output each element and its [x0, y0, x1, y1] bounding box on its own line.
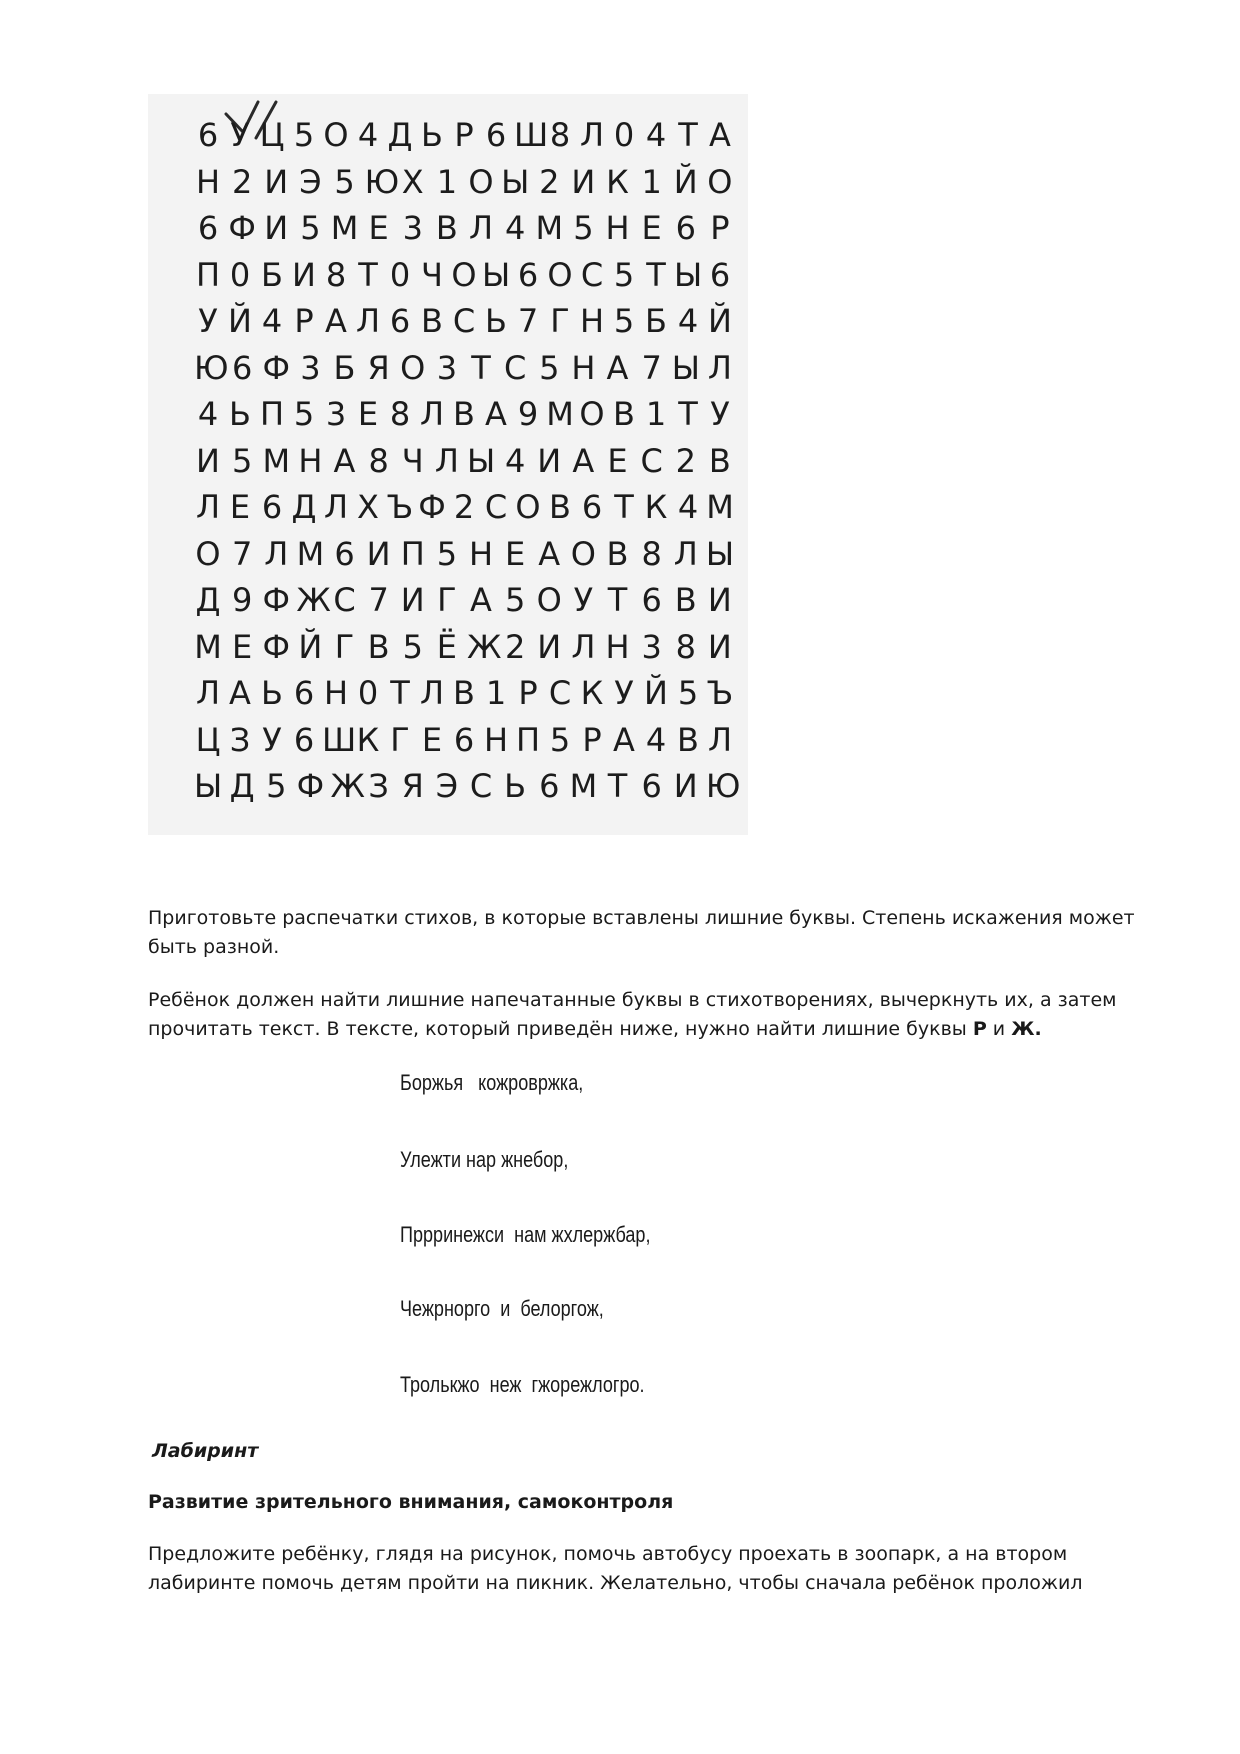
grid-cell: Н — [605, 209, 630, 247]
grid-cell: 5 — [539, 348, 560, 387]
grid-cell: Н — [605, 627, 630, 666]
grid-cell: Ф — [262, 581, 291, 619]
grid-cell: 4 — [357, 116, 379, 154]
grid-cell: 5 — [231, 441, 253, 480]
grid-cell: С — [333, 581, 356, 619]
grid-cell: 3 — [300, 348, 321, 387]
grid-cell: Т — [358, 255, 378, 294]
grid-cell: Ж — [467, 627, 502, 666]
grid-cell: Й — [644, 674, 668, 712]
grid-cell: 6 — [197, 116, 219, 154]
grid-cell: Г — [437, 581, 457, 619]
grid-row — [194, 112, 734, 158]
grid-cell: Н — [195, 162, 221, 201]
grid-cell: Ы — [482, 255, 511, 294]
labyrinth-paragraph — [148, 1540, 1148, 1598]
grid-cell: 2 — [539, 162, 560, 201]
grid-cell: Ь — [421, 116, 443, 154]
grid-cell: В — [435, 209, 458, 247]
grid-cell: 5 — [677, 674, 699, 712]
grid-cell: 6 — [675, 209, 696, 247]
grid-row — [194, 670, 734, 716]
grid-row — [194, 763, 741, 809]
grid-cell: А — [613, 720, 635, 759]
grid-cell: А — [606, 348, 629, 387]
grid-cell: Т — [614, 488, 634, 526]
grid-cell: Г — [334, 627, 355, 666]
grid-cell: 6 — [197, 209, 219, 247]
grid-cell: 1 — [645, 395, 667, 433]
grid-cell: Е — [505, 534, 526, 573]
grid-cell: Ж — [296, 581, 331, 619]
grid-cell: 6 — [293, 674, 315, 712]
grid-cell: Ё — [436, 627, 457, 666]
grid-cell: Р — [294, 302, 314, 340]
grid-cell: В — [549, 488, 571, 526]
grid-cell: 0 — [229, 255, 251, 294]
grid-cell: Т — [471, 348, 491, 387]
grid-cell: У — [230, 116, 250, 154]
grid-cell: О — [323, 116, 349, 154]
grid-row — [194, 484, 734, 530]
grid-cell: Н — [468, 534, 494, 573]
grid-row — [194, 159, 734, 205]
grid-row — [194, 252, 734, 298]
grid-cell: Т — [390, 674, 410, 712]
grid-cell: Л — [434, 441, 459, 480]
grid-cell: Л — [579, 116, 605, 154]
grid-cell: А — [333, 441, 356, 480]
grid-cell: Е — [641, 209, 662, 247]
grid-cell: 3 — [436, 348, 458, 387]
grid-cell: 6 — [709, 255, 731, 294]
grid-cell: Ь — [229, 395, 251, 433]
grid-cell: Й — [228, 302, 252, 340]
grid-cell: 4 — [504, 441, 526, 480]
grid-cell: 5 — [402, 627, 423, 666]
grid-cell: Т — [607, 767, 628, 805]
grid-cell: Л — [323, 488, 349, 526]
grid-cell: О — [707, 162, 733, 201]
grid-cell: Н — [323, 674, 349, 712]
grid-cell: 3 — [641, 627, 662, 666]
grid-cell: И — [400, 581, 425, 619]
grid-cell: Э — [435, 767, 459, 805]
grid-cell: В — [453, 395, 475, 433]
grid-cell: 1 — [436, 162, 458, 201]
grid-cell: 4 — [197, 395, 219, 433]
grid-cell: И — [264, 162, 289, 201]
grid-cell: А — [470, 581, 492, 619]
grid-cell: 8 — [325, 255, 347, 294]
grid-cell: И — [292, 255, 316, 294]
grid-cell: 5 — [613, 302, 635, 340]
grid-cell: Ы — [194, 767, 223, 805]
grid-cell: И — [264, 209, 289, 247]
grid-cell: С — [469, 767, 493, 805]
grid-row — [194, 577, 734, 623]
grid-cell: Т — [678, 395, 698, 433]
grid-cell: 2 — [675, 441, 696, 480]
grid-cell: 5 — [334, 162, 355, 201]
grid-row — [194, 717, 734, 763]
grid-cell: Р — [582, 720, 602, 759]
grid-cell: И — [673, 767, 698, 805]
grid-cell: И — [707, 581, 732, 619]
grid-cell: Т — [646, 255, 666, 294]
grid-cell: А — [538, 534, 561, 573]
grid-cell: О — [400, 348, 426, 387]
grid-cell: 6 — [517, 255, 539, 294]
grid-cell: 6 — [453, 720, 475, 759]
grid-cell: Ъ — [706, 674, 734, 712]
grid-cell: М — [296, 534, 325, 573]
grid-cell: Й — [673, 162, 698, 201]
grid-cell: 4 — [504, 209, 526, 247]
grid-row — [194, 298, 734, 344]
grid-cell: Р — [710, 209, 730, 247]
grid-cell: 5 — [293, 116, 315, 154]
grid-cell: 3 — [402, 209, 423, 247]
grid-cell: Л — [264, 534, 289, 573]
instruction-paragraph-2 — [148, 986, 1148, 1044]
grid-cell: 5 — [504, 581, 526, 619]
grid-cell: М — [706, 488, 734, 526]
grid-cell: 6 — [581, 488, 603, 526]
grid-cell: М — [194, 627, 222, 666]
poem-line-4: Чежрнорго и белоргож, — [400, 1296, 604, 1321]
instruction-paragraph-1 — [148, 904, 1148, 962]
grid-cell: Л — [419, 674, 445, 712]
grid-cell: 5 — [436, 534, 458, 573]
grid-cell: О — [547, 255, 573, 294]
grid-cell: 4 — [645, 720, 667, 759]
grid-cell: В — [674, 581, 697, 619]
grid-cell: Ж — [330, 767, 365, 805]
grid-cell: Ы — [467, 441, 496, 480]
grid-cell: Ь — [504, 767, 527, 805]
grid-cell: К — [644, 488, 668, 526]
grid-cell: Ф — [262, 348, 291, 387]
grid-cell: Л — [707, 348, 732, 387]
grid-cell: И — [366, 534, 391, 573]
grid-cell: 8 — [641, 534, 662, 573]
grid-cell: Р — [518, 674, 538, 712]
poem-line-3: Пррринежси нам жхлержбар, — [400, 1222, 651, 1247]
grid-cell: О — [536, 581, 562, 619]
grid-cell: 6 — [293, 720, 315, 759]
poem-line-1: Боржья кожровржка, — [400, 1070, 584, 1095]
grid-cell: Б — [333, 348, 356, 387]
grid-cell: Х — [357, 488, 379, 526]
grid-cell: М — [330, 209, 359, 247]
grid-cell: Н — [579, 302, 605, 340]
grid-cell: Е — [368, 209, 389, 247]
extra-letter-zh: Ж. — [1011, 1018, 1042, 1040]
grid-cell: У — [262, 720, 282, 759]
grid-cell: К — [356, 720, 380, 759]
grid-cell: 5 — [613, 255, 635, 294]
grid-cell: М — [569, 767, 598, 805]
grid-cell: Л — [419, 395, 445, 433]
grid-cell: Э — [299, 162, 322, 201]
grid-cell: Ц — [195, 720, 221, 759]
grid-cell: Ф — [228, 209, 256, 247]
grid-cell: Т — [607, 581, 628, 619]
grid-cell: С — [640, 441, 663, 480]
grid-cell: А — [485, 395, 507, 433]
grid-cell: Ф — [296, 767, 325, 805]
grid-cell: У — [710, 395, 730, 433]
grid-cell: Д — [291, 488, 317, 526]
labyrinth-text: Предложите ребёнку, глядя на рисунок, помочь автобусу проехать в зоопарк, а на втором лабиринте помочь детям пройти на пикник. Желательно, чтобы сначала ребёнок проложил — [148, 1543, 1083, 1594]
grid-cell: 4 — [261, 302, 283, 340]
extra-letter-r: Р — [972, 1018, 987, 1040]
grid-cell: Ь — [261, 674, 283, 712]
grid-cell: Б — [261, 255, 283, 294]
grid-cell: О — [451, 255, 477, 294]
grid-cell: И — [707, 627, 732, 666]
grid-cell: Д — [387, 116, 413, 154]
section-title-labyrinth: Лабиринт — [152, 1440, 259, 1462]
grid-cell: Е — [357, 395, 379, 433]
grid-cell: 6 — [485, 116, 507, 154]
grid-cell: Х — [401, 162, 424, 201]
grid-cell: Ю — [364, 162, 400, 201]
grid-cell: Ы — [671, 348, 700, 387]
grid-cell: 7 — [231, 534, 253, 573]
grid-cell: 8 — [549, 116, 571, 154]
grid-cell: Ь — [485, 302, 507, 340]
grid-cell: М — [262, 441, 291, 480]
grid-cell: Ч — [401, 441, 424, 480]
grid-cell: Ю — [194, 348, 229, 387]
grid-cell: Ф — [418, 488, 446, 526]
grid-cell: И — [196, 441, 220, 480]
grid-cell: Ф — [262, 627, 291, 666]
grid-cell: Ю — [705, 767, 741, 805]
grid-cell: 5 — [293, 395, 315, 433]
grid-cell: О — [468, 162, 494, 201]
grid-cell: 9 — [517, 395, 539, 433]
grid-cell: Т — [678, 116, 698, 154]
grid-cell: В — [613, 395, 635, 433]
grid-cell: И — [571, 162, 596, 201]
grid-cell: О — [515, 488, 541, 526]
grid-cell: Л — [195, 674, 221, 712]
grid-cell: 6 — [539, 767, 560, 805]
grid-cell: Ы — [501, 162, 530, 201]
grid-cell: Г — [550, 302, 570, 340]
grid-cell: 8 — [368, 441, 389, 480]
grid-cell: К — [580, 674, 604, 712]
instruction-text-1: Приготовьте распечатки стихов, в которые вставлены лишние буквы. Степень искажения может быть разной. — [148, 907, 1135, 958]
grid-cell: Ц — [259, 116, 285, 154]
grid-cell: В — [453, 674, 475, 712]
grid-cell: Ш — [322, 720, 357, 759]
grid-cell: В — [367, 627, 390, 666]
grid-cell: Н — [571, 348, 596, 387]
grid-cell: 4 — [677, 302, 699, 340]
grid-cell: У — [614, 674, 634, 712]
grid-cell: В — [677, 720, 699, 759]
grid-cell: 7 — [517, 302, 539, 340]
grid-cell: Ч — [421, 255, 443, 294]
grid-cell: П — [515, 720, 541, 759]
grid-cell: М — [535, 209, 564, 247]
instruction-text-2: Ребёнок должен найти лишние напечатанные буквы в стихотворениях, вычеркнуть их, а затем прочитать текст. В тексте, который приведён ниже, нужно найти лишние буквы — [148, 989, 1117, 1040]
grid-cell: П — [400, 534, 425, 573]
grid-cell: 5 — [300, 209, 321, 247]
grid-cell: 5 — [266, 767, 287, 805]
grid-cell: 5 — [573, 209, 594, 247]
grid-row — [194, 345, 734, 391]
grid-cell: 6 — [641, 767, 662, 805]
poem-line-2: Улежти нар жнебор, — [400, 1147, 569, 1172]
grid-cell: А — [572, 441, 595, 480]
grid-cell: 8 — [675, 627, 696, 666]
grid-cell: 8 — [389, 395, 411, 433]
grid-cell: Е — [607, 441, 628, 480]
instruction-and: и — [986, 1018, 1012, 1040]
grid-cell: М — [546, 395, 574, 433]
grid-cell: С — [580, 255, 604, 294]
grid-cell: У — [198, 302, 218, 340]
grid-cell: О — [570, 534, 596, 573]
grid-cell: П — [195, 255, 221, 294]
grid-cell: 7 — [641, 348, 662, 387]
grid-cell: 6 — [389, 302, 411, 340]
grid-cell: Н — [483, 720, 509, 759]
grid-cell: В — [606, 534, 629, 573]
grid-cell: 0 — [389, 255, 411, 294]
grid-cell: И — [537, 627, 562, 666]
grid-cell: 5 — [549, 720, 571, 759]
grid-cell: С — [484, 488, 508, 526]
grid-row — [194, 624, 734, 670]
grid-cell: 7 — [368, 581, 389, 619]
grid-cell: Ш — [514, 116, 549, 154]
section-subtitle: Развитие зрительного внимания, самоконтроля — [148, 1491, 674, 1513]
grid-cell: З — [368, 767, 389, 805]
grid-cell: 6 — [641, 581, 662, 619]
grid-row — [194, 205, 734, 251]
grid-cell: 6 — [261, 488, 283, 526]
grid-cell: З — [229, 720, 251, 759]
grid-cell: А — [325, 302, 347, 340]
grid-cell: С — [548, 674, 572, 712]
grid-cell: 2 — [453, 488, 475, 526]
grid-cell: П — [259, 395, 285, 433]
grid-cell: У — [573, 581, 594, 619]
grid-cell: Я — [367, 348, 390, 387]
grid-cell: Р — [454, 116, 474, 154]
grid-cell: Ы — [705, 534, 735, 573]
grid-cell: 2 — [231, 162, 253, 201]
grid-cell: С — [503, 348, 527, 387]
grid-cell: 6 — [231, 348, 253, 387]
grid-cell: Я — [401, 767, 424, 805]
grid-cell: 4 — [645, 116, 667, 154]
grid-cell: 0 — [613, 116, 635, 154]
grid-cell: В — [708, 441, 731, 480]
grid-cell: 4 — [677, 488, 699, 526]
grid-cell: Й — [298, 627, 323, 666]
grid-cell: Л — [707, 720, 733, 759]
grid-cell: Л — [673, 534, 698, 573]
grid-cell: Л — [355, 302, 381, 340]
grid-cell: О — [579, 395, 605, 433]
grid-cell: Б — [645, 302, 667, 340]
grid-row — [194, 391, 734, 437]
poem-line-5: Тролькжо неж гжорежлогро. — [400, 1372, 645, 1397]
grid-cell: Г — [390, 720, 410, 759]
grid-cell: 3 — [325, 395, 347, 433]
grid-cell: 6 — [334, 534, 355, 573]
grid-cell: Д — [229, 767, 255, 805]
letter-grid — [148, 94, 748, 835]
grid-cell: А — [229, 674, 251, 712]
grid-cell: 9 — [231, 581, 253, 619]
grid-cell: Ъ — [386, 488, 414, 526]
grid-cell: Е — [421, 720, 443, 759]
grid-cell: Н — [298, 441, 323, 480]
grid-cell: 2 — [504, 627, 526, 666]
grid-cell: 1 — [485, 674, 507, 712]
grid-cell: Л — [571, 627, 596, 666]
grid-row — [194, 531, 734, 577]
grid-cell: О — [195, 534, 221, 573]
grid-cell: С — [452, 302, 476, 340]
grid-cell: А — [709, 116, 731, 154]
grid-cell: Л — [195, 488, 221, 526]
grid-cell: Й — [708, 302, 732, 340]
grid-cell: Д — [195, 581, 221, 619]
grid-cell: Ы — [674, 255, 703, 294]
grid-cell: 0 — [357, 674, 379, 712]
grid-cell: Л — [468, 209, 494, 247]
grid-cell: К — [606, 162, 629, 201]
grid-cell: 1 — [641, 162, 662, 201]
grid-cell: В — [421, 302, 443, 340]
grid-row — [194, 438, 734, 484]
grid-cell: И — [537, 441, 562, 480]
grid-cell: Е — [232, 627, 253, 666]
grid-cell: Е — [229, 488, 251, 526]
